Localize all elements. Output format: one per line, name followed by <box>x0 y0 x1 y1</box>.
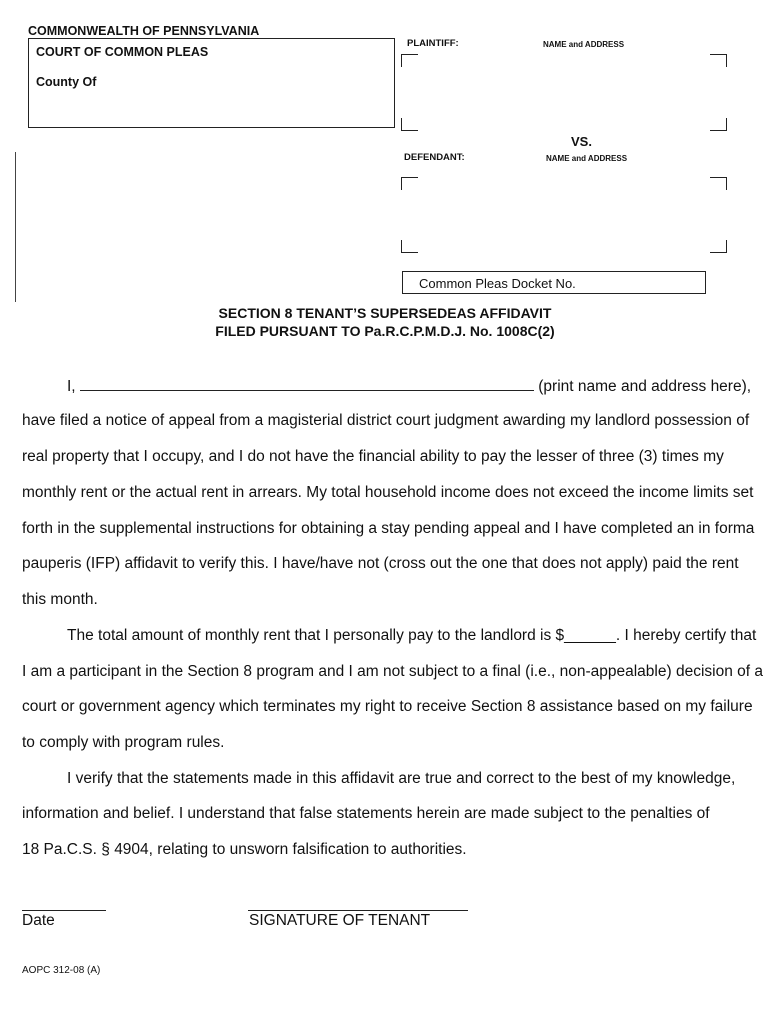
defendant-field[interactable] <box>418 185 708 243</box>
defendant-corner-top-left <box>401 177 418 190</box>
defendant-corner-bottom-left <box>401 240 418 253</box>
county-label: County Of <box>36 75 97 89</box>
plaintiff-corner-bottom-left <box>401 118 418 131</box>
plaintiff-corner-top-right <box>710 54 727 67</box>
defendant-corner-bottom-right <box>710 240 727 253</box>
docket-number-box[interactable]: Common Pleas Docket No. <box>402 271 706 294</box>
date-label: Date <box>22 912 55 929</box>
body-line-14: 18 Pa.C.S. § 4904, relating to unsworn falsification to authorities. <box>22 841 467 858</box>
margin-line <box>15 152 16 302</box>
body-line-3: real property that I occupy, and I do not have the financial ability to pay the lesser of three (3) times my <box>22 448 724 465</box>
plaintiff-corner-bottom-right <box>710 118 727 131</box>
body-line-2: have filed a notice of appeal from a magisterial district court judgment awarding my landlord possession of <box>22 412 750 429</box>
date-line[interactable] <box>22 910 106 911</box>
body-line-8: The total amount of monthly rent that I personally pay to the landlord is $______. I hereby certify that <box>67 627 757 644</box>
body-line-4: monthly rent or the actual rent in arrears. My total household income does not exceed the income limits set <box>22 484 754 501</box>
body-line-5: forth in the supplemental instructions for obtaining a stay pending appeal and I have completed an in forma <box>22 520 755 537</box>
signature-line[interactable] <box>248 910 468 911</box>
body-line-12: I verify that the statements made in this affidavit are true and correct to the best of my knowledge, <box>67 770 736 787</box>
form-number: AOPC 312-08 (A) <box>22 965 101 976</box>
commonwealth-heading: COMMONWEALTH OF PENNSYLVANIA <box>28 24 260 38</box>
signature-label: SIGNATURE OF TENANT <box>249 912 431 929</box>
tenant-name-address-field[interactable] <box>80 376 534 391</box>
body-line-13: information and belief. I understand that false statements herein are made subject to the penalties of <box>22 805 710 822</box>
form-title-line1: SECTION 8 TENANT’S SUPERSEDEAS AFFIDAVIT <box>218 305 552 321</box>
body-line-11: to comply with program rules. <box>22 734 225 751</box>
plaintiff-corner-top-left <box>401 54 418 67</box>
defendant-name-address-label: NAME and ADDRESS <box>546 154 628 163</box>
plaintiff-label: PLAINTIFF: <box>407 38 459 49</box>
body-line-1-suffix: (print name and address here), <box>538 378 752 395</box>
body-line-1-prefix: I, <box>67 378 76 395</box>
defendant-corner-top-right <box>710 177 727 190</box>
body-line-9: I am a participant in the Section 8 program and I am not subject to a final (i.e., non-appealable) decision of a <box>22 663 763 680</box>
body-line-7: this month. <box>22 591 98 608</box>
body-line-10: court or government agency which terminates my right to receive Section 8 assistance based on my failure <box>22 698 753 715</box>
plaintiff-field[interactable] <box>418 62 708 120</box>
court-box <box>28 38 395 128</box>
defendant-label: DEFENDANT: <box>404 152 465 163</box>
plaintiff-name-address-label: NAME and ADDRESS <box>543 40 625 49</box>
court-name: COURT OF COMMON PLEAS <box>36 45 209 59</box>
form-title-line2: FILED PURSUANT TO Pa.R.C.P.M.D.J. No. 1008C(2) <box>215 323 555 339</box>
vs-label: VS. <box>571 134 592 149</box>
body-line-1 <box>67 376 751 396</box>
body-line-6: pauperis (IFP) affidavit to verify this. I have/have not (cross out the one that does not apply) paid the rent <box>22 555 739 572</box>
